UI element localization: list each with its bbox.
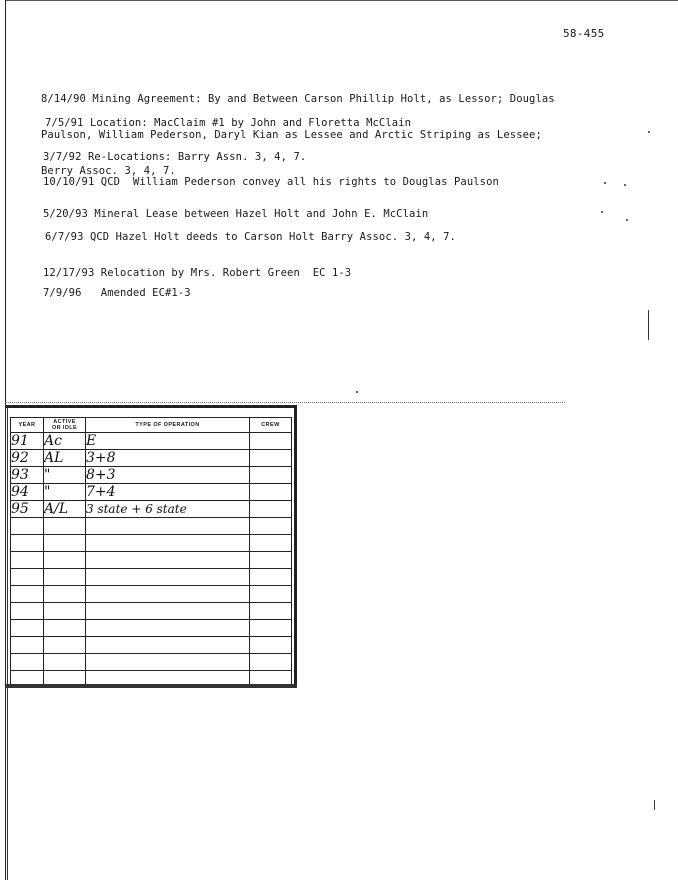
table-header-row bbox=[11, 418, 292, 433]
scan-speck bbox=[648, 131, 650, 133]
entry-location: 7/5/91 Location: MacClaim #1 by John and Floretta McClain bbox=[45, 117, 412, 129]
cell-type: E bbox=[86, 433, 250, 450]
table-row bbox=[11, 433, 292, 450]
cell-type: 3 state + 6 state bbox=[86, 501, 250, 518]
cell-active: " bbox=[44, 484, 86, 501]
cell-year: 92 bbox=[11, 450, 44, 467]
cell-active: " bbox=[44, 467, 86, 484]
header-active-line1: ACTIVE bbox=[53, 419, 76, 425]
cell-active: Ac bbox=[44, 433, 86, 450]
table-row-empty bbox=[11, 552, 292, 569]
table-row-empty bbox=[11, 654, 292, 671]
cell-year: 91 bbox=[11, 433, 44, 450]
entry-relocation-green: 12/17/93 Relocation by Mrs. Robert Green EC 1-3 bbox=[43, 267, 352, 279]
table-row-empty bbox=[11, 603, 292, 620]
cell-year: 95 bbox=[11, 501, 44, 518]
table-row-empty bbox=[11, 637, 292, 654]
table-row-empty bbox=[11, 535, 292, 552]
scan-speck bbox=[626, 219, 628, 221]
card-bottom-edge bbox=[5, 684, 297, 688]
scan-speck bbox=[356, 391, 358, 393]
entry-mineral-lease: 5/20/93 Mineral Lease between Hazel Holt and John E. McClain bbox=[43, 208, 429, 220]
scan-streak bbox=[648, 310, 649, 340]
header-type-of-operation: TYPE OF OPERATION bbox=[86, 418, 250, 433]
header-active-or-idle bbox=[44, 418, 86, 433]
cell-year: 93 bbox=[11, 467, 44, 484]
cell-crew bbox=[250, 450, 292, 467]
scan-speck bbox=[604, 182, 606, 184]
paste-seam bbox=[5, 402, 565, 404]
table-row bbox=[11, 450, 292, 467]
cell-active: A/L bbox=[44, 501, 86, 518]
header-crew: CREW bbox=[250, 418, 292, 433]
entry-line: Berry Assoc. 3, 4, 7. bbox=[41, 165, 176, 177]
cell-type: 7+4 bbox=[86, 484, 250, 501]
table-row-empty bbox=[11, 620, 292, 637]
scan-speck bbox=[601, 211, 603, 213]
card-right-edge bbox=[294, 405, 297, 688]
cell-crew bbox=[250, 484, 292, 501]
cell-crew bbox=[250, 501, 292, 518]
entry-qcd-holt: 6/7/93 QCD Hazel Holt deeds to Carson Holt Barry Assoc. 3, 4, 7. bbox=[45, 231, 456, 243]
cell-type: 3+8 bbox=[86, 450, 250, 467]
document-number: 58-455 bbox=[563, 27, 605, 40]
table-row bbox=[11, 484, 292, 501]
entry-line: 8/14/90 Mining Agreement: By and Between Carson Phillip Holt, as Lessor; Douglas bbox=[41, 93, 555, 105]
table-row-empty bbox=[11, 518, 292, 535]
page-top-edge bbox=[5, 0, 678, 1]
entry-qcd-pederson: 10/10/91 QCD William Pederson convey all his rights to Douglas Paulson bbox=[43, 176, 499, 188]
entry-relocations: 3/7/92 Re-Locations: Barry Assn. 3, 4, 7. bbox=[43, 151, 307, 163]
entry-line: Paulson, William Pederson, Daryl Kian as Lessee and Arctic Striping as Lessee; bbox=[41, 129, 542, 141]
cell-type: 8+3 bbox=[86, 467, 250, 484]
scan-speck bbox=[624, 184, 626, 186]
table-row bbox=[11, 467, 292, 484]
card-top-edge bbox=[5, 405, 297, 408]
cell-crew bbox=[250, 433, 292, 450]
cell-active: AL bbox=[44, 450, 86, 467]
header-active-line2: OR IDLE bbox=[51, 425, 78, 431]
scan-streak bbox=[654, 800, 655, 810]
header-year: YEAR bbox=[11, 418, 44, 433]
table-row-empty bbox=[11, 586, 292, 603]
entry-amended: 7/9/96 Amended EC#1-3 bbox=[43, 287, 191, 299]
cell-year: 94 bbox=[11, 484, 44, 501]
table-row bbox=[11, 501, 292, 518]
table-row-empty bbox=[11, 569, 292, 586]
cell-crew bbox=[250, 467, 292, 484]
operation-log-table bbox=[10, 417, 292, 688]
operation-log-card bbox=[5, 405, 297, 695]
